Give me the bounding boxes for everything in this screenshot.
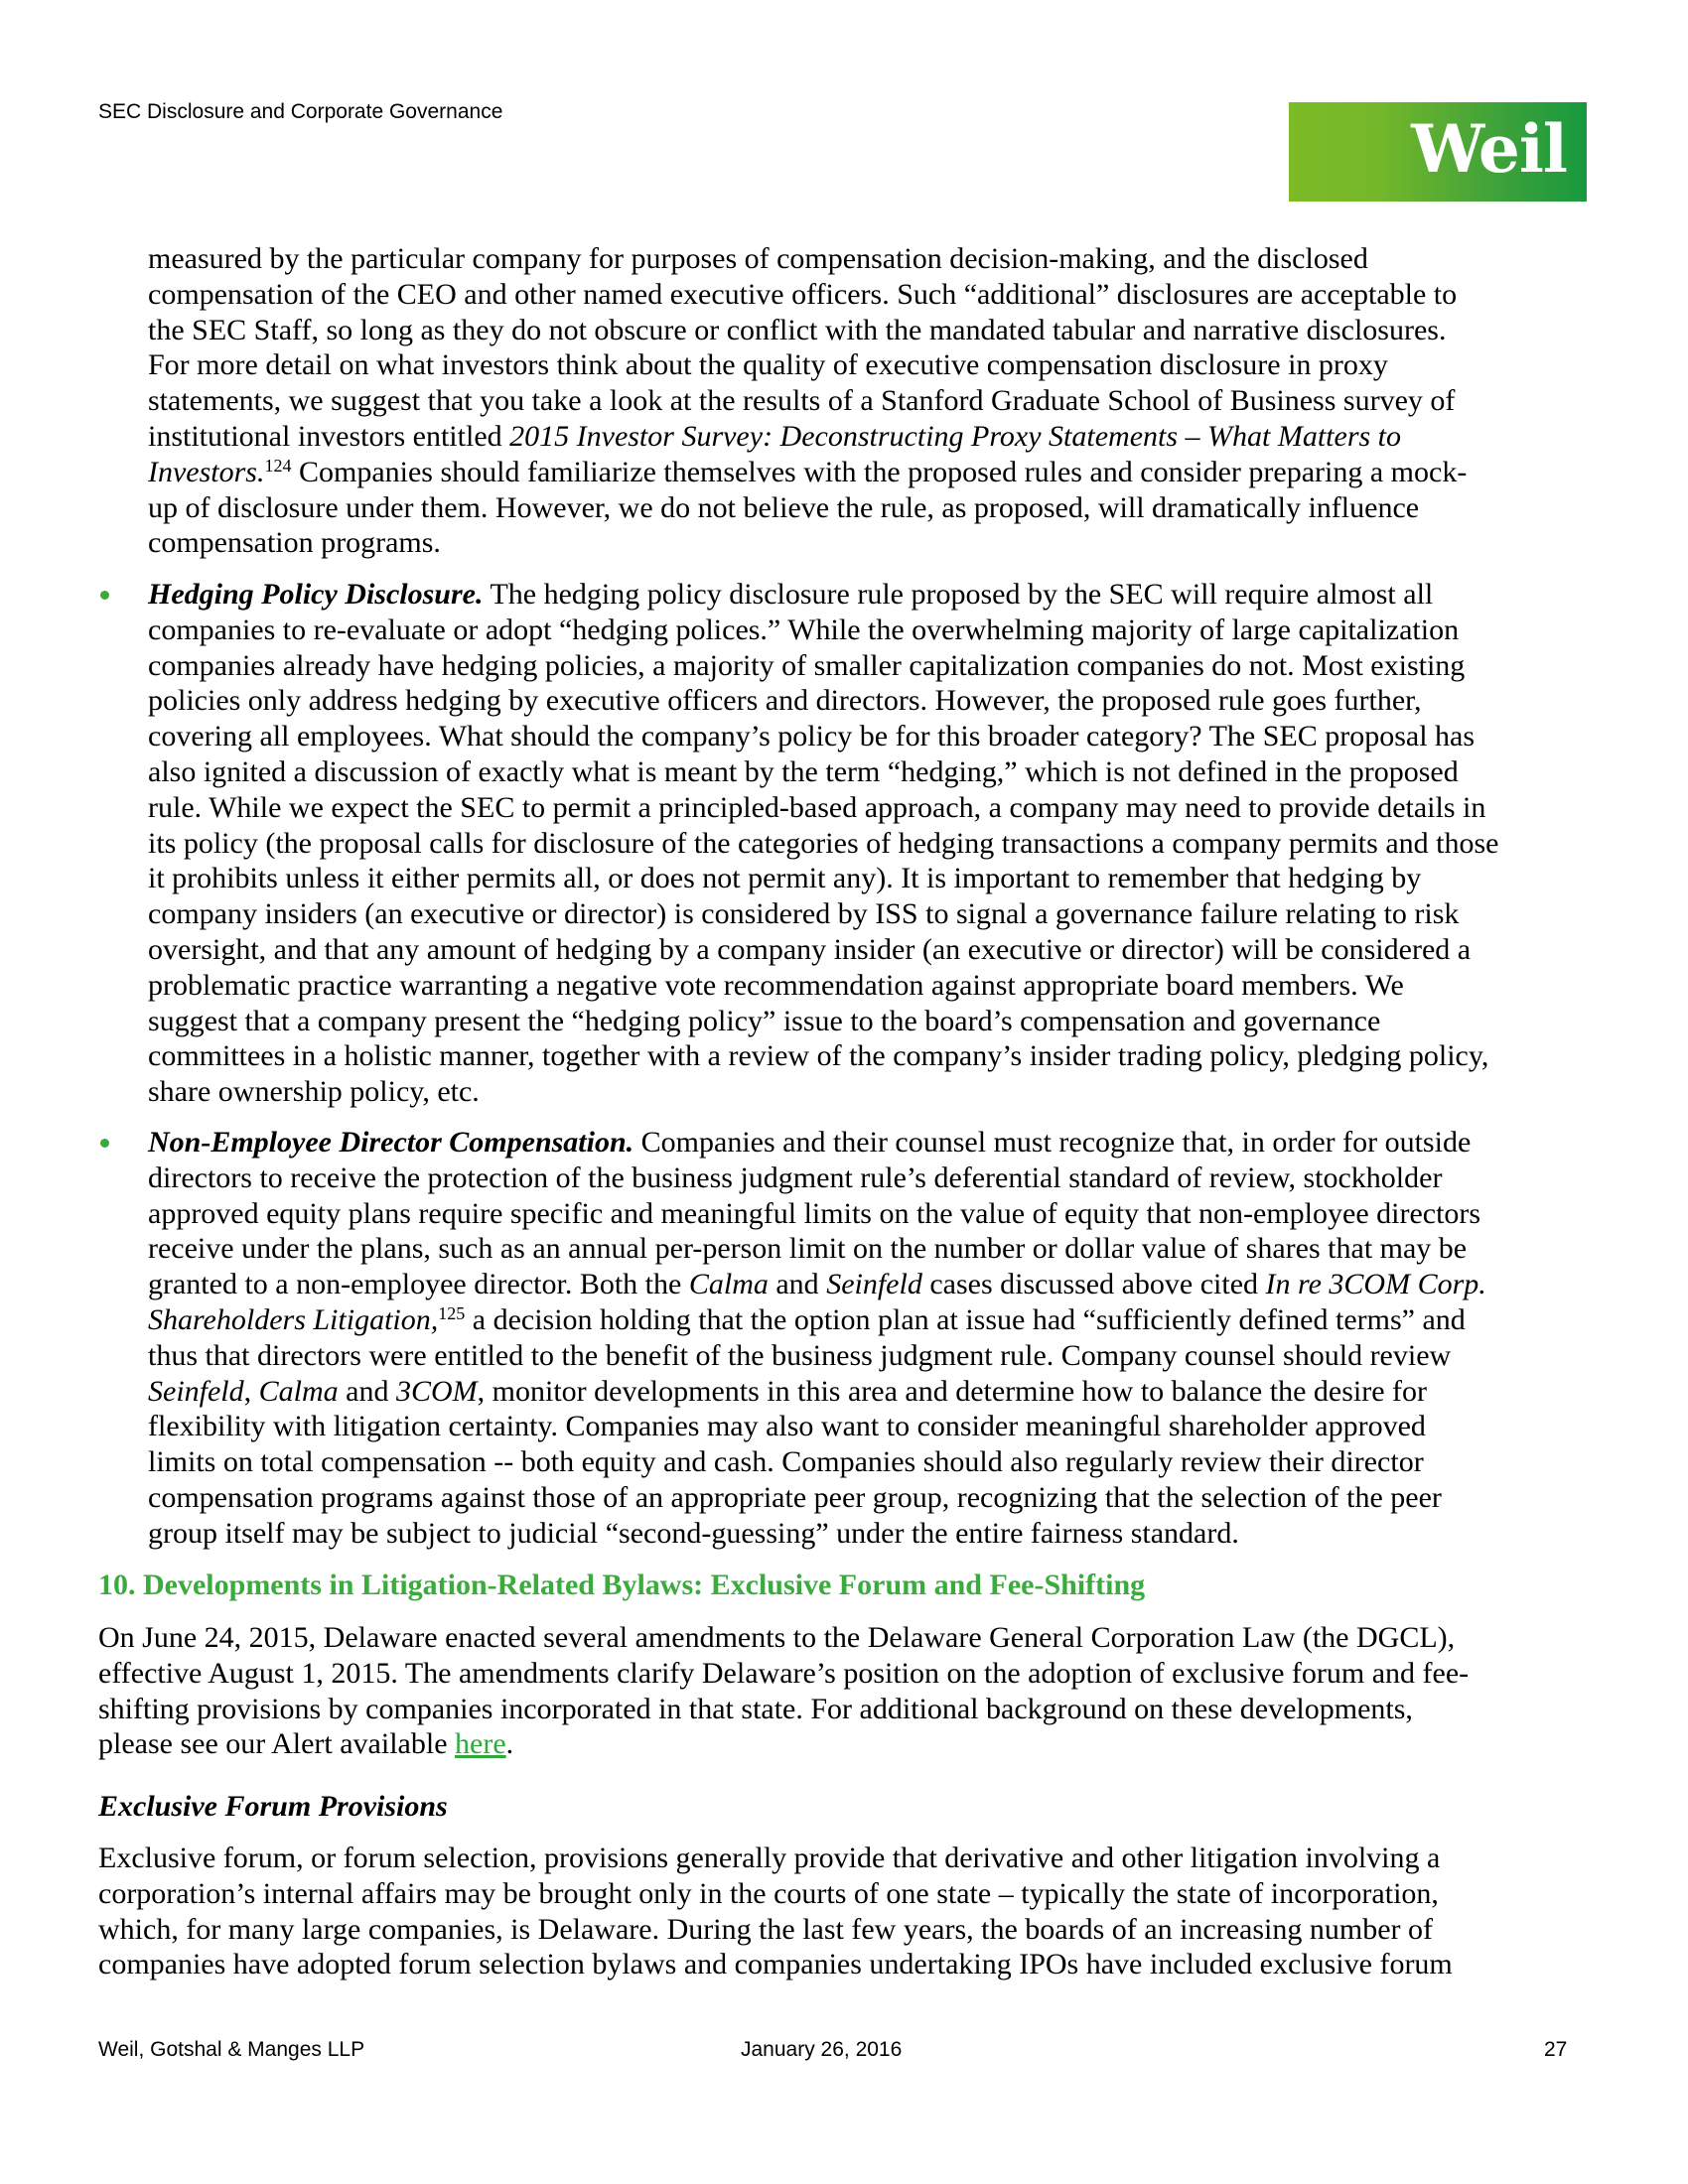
text-line: companies to re-evaluate or adopt “hedging polices.” While the overwhelming majority of large capitalization xyxy=(148,613,1460,646)
text-run: and xyxy=(768,1268,827,1301)
text-run: cases discussed above cited xyxy=(921,1268,1266,1301)
text-line: problematic practice warranting a negative vote recommendation against appropriate board members. We xyxy=(148,968,1404,1002)
text-line: the SEC Staff, so long as they do not obscure or conflict with the mandated tabular and narrative disclosures. xyxy=(148,313,1447,346)
subheading-exclusive-forum: Exclusive Forum Provisions xyxy=(98,1790,448,1823)
italic-text: 2015 Investor Survey: Deconstructing Proxy Statements – What Matters to xyxy=(509,419,1402,453)
text-line: directors to receive the protection of the business judgment rule’s deferential standard of review, stockholder xyxy=(148,1160,1443,1194)
text-line xyxy=(148,577,1588,613)
italic-text: In re 3COM Corp. xyxy=(1265,1268,1486,1301)
bullet-director-compensation xyxy=(148,1125,1588,1552)
text-line xyxy=(148,1302,1588,1338)
text-line: covering all employees. What should the company’s policy be for this broader category? The SEC proposal has xyxy=(148,720,1476,753)
footnote-ref: 125 xyxy=(438,1302,466,1323)
text-line: statements, we suggest that you take a look at the results of a Stanford Graduate School of Business survey of xyxy=(148,384,1456,418)
text-line: oversight, and that any amount of hedging by a company insider (an executive or director) will be considered a xyxy=(148,932,1472,966)
text-line xyxy=(148,419,1588,455)
page-number: 27 xyxy=(1544,2038,1568,2061)
text-line: policies only address hedging by executive officers and directors. However, the proposed rule goes further, xyxy=(148,684,1422,718)
paragraph-delaware-amendments xyxy=(98,1620,1538,1762)
text-line: corporation’s internal affairs may be brought only in the courts of one state – typically the state of incorporation, xyxy=(98,1876,1439,1910)
paragraph-exclusive-forum xyxy=(98,1841,1538,1982)
section-heading: 10. Developments in Litigation-Related Bylaws: Exclusive Forum and Fee-Shifting xyxy=(98,1569,1146,1601)
text-run: a decision holding that the option plan at issue had “sufficiently defined terms” and xyxy=(465,1302,1466,1336)
text-line: Exclusive forum, or forum selection, provisions generally provide that derivative and other litigation involving a xyxy=(98,1842,1441,1874)
italic-text: Calma xyxy=(258,1374,339,1408)
paragraph-compensation-disclosure xyxy=(148,241,1588,561)
bullet-icon xyxy=(100,1139,109,1148)
alert-link[interactable]: here xyxy=(455,1727,506,1761)
text-line: effective August 1, 2015. The amendments clarify Delaware’s position on the adoption of exclusive forum and fee- xyxy=(98,1656,1470,1690)
text-line xyxy=(148,1374,1588,1410)
text-run: Companies and their counsel must recognize that, in order for outside xyxy=(633,1126,1472,1159)
text-line: which, for many large companies, is Delaware. During the last few years, the boards of an increasing number of xyxy=(98,1912,1433,1946)
text-run: please see our Alert available xyxy=(98,1727,456,1761)
bold-italic-lead: Non-Employee Director Compensation. xyxy=(148,1126,634,1159)
text-line: rule. While we expect the SEC to permit a principled-based approach, a company may need to provide details in xyxy=(148,790,1486,824)
text-run: institutional investors entitled xyxy=(148,419,510,453)
text-line: suggest that a company present the “hedging policy” issue to the board’s compensation and governance xyxy=(148,1004,1381,1037)
text-run: , monitor developments in this area and determine how to balance the desire for xyxy=(477,1374,1428,1408)
italic-text: Investors. xyxy=(148,455,265,488)
text-run: The hedging policy disclosure rule proposed by the SEC will require almost all xyxy=(483,578,1434,611)
footer-date: January 26, 2016 xyxy=(741,2038,903,2061)
text-line: receive under the plans, such as an annual per-person limit on the number or dollar value of shares that may be xyxy=(148,1232,1468,1266)
italic-text: Seinfeld xyxy=(148,1374,244,1408)
text-line: compensation programs against those of an appropriate peer group, recognizing that the selection of the peer xyxy=(148,1480,1442,1514)
text-line: For more detail on what investors think about the quality of executive compensation disclosure in proxy xyxy=(148,348,1388,382)
text-run: and xyxy=(338,1374,396,1408)
text-run: . xyxy=(505,1727,514,1761)
footer-firm: Weil, Gotshal & Manges LLP xyxy=(98,2038,365,2061)
text-run: Companies should familiarize themselves with the proposed rules and consider preparing a mock- xyxy=(291,455,1468,488)
running-header: SEC Disclosure and Corporate Governance xyxy=(98,100,503,123)
footnote-ref: 124 xyxy=(264,455,292,476)
bullet-hedging-policy xyxy=(148,577,1588,1110)
text-line: share ownership policy, etc. xyxy=(148,1075,480,1109)
text-line: approved equity plans require specific and meaningful limits on the value of equity that non-employee directors xyxy=(148,1196,1481,1230)
text-line: companies have adopted forum selection bylaws and companies undertaking IPOs have included exclusive forum xyxy=(98,1948,1453,1981)
text-line: limits on total compensation -- both equity and cash. Companies should also regularly review their director xyxy=(148,1445,1424,1479)
text-line: its policy (the proposal calls for disclosure of the categories of hedging transactions a company permits and those xyxy=(148,826,1499,860)
text-line: company insiders (an executive or director) is considered by ISS to signal a governance failure relating to risk xyxy=(148,897,1460,931)
text-line: flexibility with litigation certainty. Companies may also want to consider meaningful shareholder approved xyxy=(148,1410,1426,1443)
bullet-icon xyxy=(100,591,109,600)
text-line: compensation programs. xyxy=(148,526,441,560)
text-line: it prohibits unless it either permits all, or does not permit any). It is important to remember that hedging by xyxy=(148,862,1422,895)
text-line xyxy=(98,1726,1538,1762)
text-line: companies already have hedging policies, a majority of smaller capitalization companies do not. Most existing xyxy=(148,648,1466,682)
text-line: compensation of the CEO and other named executive officers. Such “additional” disclosures are acceptable to xyxy=(148,277,1458,311)
text-line: On June 24, 2015, Delaware enacted several amendments to the Delaware General Corporation Law (the DGCL), xyxy=(98,1621,1456,1654)
text-line: shifting provisions by companies incorporated in that state. For additional background on these developments, xyxy=(98,1692,1413,1725)
italic-text: Shareholders Litigation, xyxy=(148,1302,439,1336)
text-line: committees in a holistic manner, together with a review of the company’s insider trading policy, pledging policy, xyxy=(148,1039,1489,1073)
text-line: thus that directors were entitled to the benefit of the business judgment rule. Company counsel should review xyxy=(148,1338,1452,1372)
italic-text: Calma xyxy=(688,1268,769,1301)
text-line: also ignited a discussion of exactly what is meant by the term “hedging,” which is not defined in the proposed xyxy=(148,754,1459,788)
text-run: , xyxy=(243,1374,259,1408)
text-line xyxy=(148,455,1588,490)
text-run: granted to a non-employee director. Both the xyxy=(148,1268,689,1301)
text-line xyxy=(148,1267,1588,1302)
text-line: up of disclosure under them. However, we do not believe the rule, as proposed, will dramatically influence xyxy=(148,490,1420,524)
text-line: measured by the particular company for purposes of compensation decision-making, and the disclosed xyxy=(148,242,1368,275)
weil-logo xyxy=(1289,102,1587,202)
italic-text: 3COM xyxy=(395,1374,478,1408)
bold-italic-lead: Hedging Policy Disclosure. xyxy=(148,578,484,611)
text-line: group itself may be subject to judicial “second-guessing” under the entire fairness standard. xyxy=(148,1516,1239,1550)
logo-text: Weil xyxy=(1411,110,1567,188)
italic-text: Seinfeld xyxy=(826,1268,922,1301)
text-line xyxy=(148,1125,1588,1160)
